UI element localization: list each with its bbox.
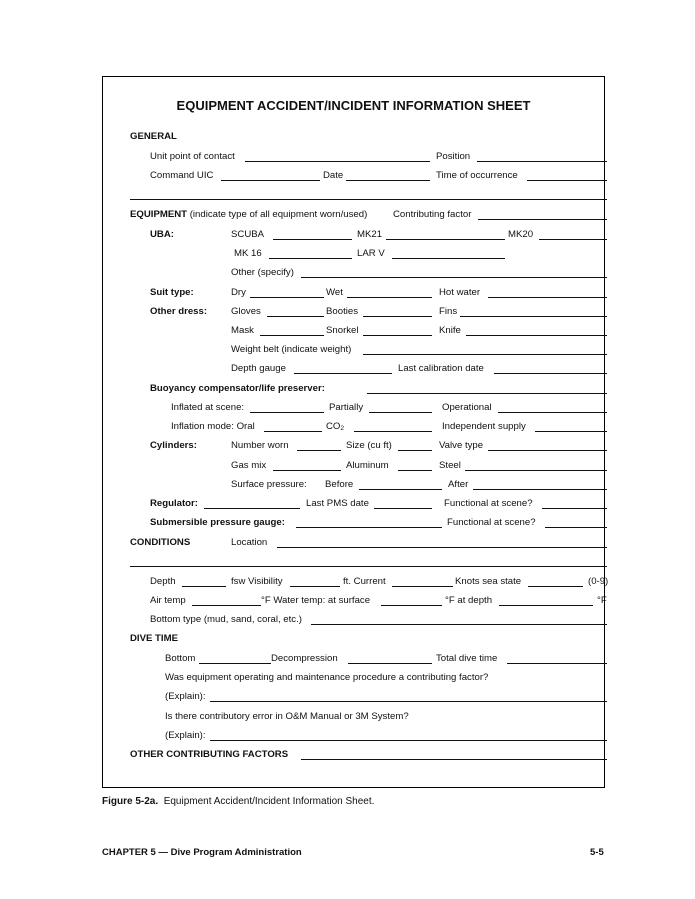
after-label: After — [448, 479, 469, 490]
size-label: Size (cu ft) — [346, 440, 392, 451]
last-calibration-field[interactable] — [494, 373, 607, 374]
snorkel-field[interactable] — [363, 335, 432, 336]
date-label: Date — [323, 170, 344, 181]
suit-type-label: Suit type: — [150, 287, 194, 298]
mask-field[interactable] — [260, 335, 324, 336]
steel-field[interactable] — [465, 470, 607, 471]
after-field[interactable] — [473, 489, 607, 490]
booties-label: Booties — [326, 306, 358, 317]
water-temp-surface-field[interactable] — [381, 605, 442, 606]
weight-belt-label: Weight belt (indicate weight) — [231, 344, 352, 355]
form-title: EQUIPMENT ACCIDENT/INCIDENT INFORMATION SHEET — [176, 98, 531, 113]
command-uic-label: Command UIC — [150, 170, 214, 181]
conditions-heading: CONDITIONS — [130, 537, 191, 548]
other-factors-heading: OTHER CONTRIBUTING FACTORS — [130, 749, 289, 760]
question-1: Was equipment operating and maintenance procedure a contributing factor? — [165, 672, 489, 683]
buoyancy-field[interactable] — [367, 393, 607, 394]
equipment-heading-row — [130, 209, 367, 221]
contributing-factor-label: Contributing factor — [393, 209, 472, 220]
depth-field[interactable] — [182, 586, 226, 587]
fins-field[interactable] — [460, 316, 607, 317]
depth-gauge-field[interactable] — [294, 373, 392, 374]
wet-field[interactable] — [347, 297, 432, 298]
mk16-field[interactable] — [269, 258, 352, 259]
general-heading: GENERAL — [130, 131, 177, 142]
aluminum-field[interactable] — [398, 470, 432, 471]
knots-sea-state-label: Knots sea state — [455, 576, 522, 587]
bottom-time-field[interactable] — [199, 663, 271, 664]
conditions-extra-line[interactable] — [130, 566, 607, 567]
hot-water-field[interactable] — [488, 297, 607, 298]
partially-field[interactable] — [369, 412, 432, 413]
knife-field[interactable] — [466, 335, 607, 336]
command-uic-field[interactable] — [221, 180, 320, 181]
mk21-label: MK21 — [357, 229, 383, 240]
valve-type-field[interactable] — [488, 450, 607, 451]
size-field[interactable] — [398, 450, 432, 451]
bottom-type-label: Bottom type (mud, sand, coral, etc.) — [150, 614, 302, 625]
knife-label: Knife — [439, 325, 461, 336]
dry-label: Dry — [231, 287, 246, 298]
deg-f-label: °F — [597, 595, 607, 606]
footer-page-number: 5-5 — [590, 847, 604, 858]
caption-label: Figure 5-2a. — [102, 796, 159, 807]
mk20-field[interactable] — [539, 239, 607, 240]
regulator-field[interactable] — [204, 508, 300, 509]
valve-type-label: Valve type — [439, 440, 484, 451]
co2-subscript: 2 — [340, 425, 345, 432]
number-worn-label: Number worn — [231, 440, 289, 451]
visibility-field[interactable] — [290, 586, 340, 587]
last-calibration-label: Last calibration date — [398, 363, 484, 374]
total-dive-time-field[interactable] — [507, 663, 607, 664]
gloves-field[interactable] — [267, 316, 324, 317]
unit-point-field[interactable] — [245, 161, 430, 162]
air-temp-label: Air temp — [150, 595, 186, 606]
caption-text: Equipment Accident/Incident Information Sheet. — [163, 796, 375, 807]
before-label: Before — [325, 479, 354, 490]
sea-state-scale: (0-9) — [588, 576, 609, 587]
inflated-at-scene-label: Inflated at scene: — [171, 402, 245, 413]
co2-text: CO — [326, 421, 341, 432]
time-of-occurrence-label: Time of occurrence — [436, 170, 518, 181]
other-specify-field[interactable] — [301, 277, 607, 278]
location-field[interactable] — [277, 547, 607, 548]
inflated-at-scene-field[interactable] — [250, 412, 324, 413]
scuba-field[interactable] — [273, 239, 352, 240]
independent-supply-field[interactable] — [535, 431, 607, 432]
surface-pressure-label: Surface pressure: — [231, 479, 307, 490]
date-field[interactable] — [346, 180, 430, 181]
dive-time-heading: DIVE TIME — [130, 633, 178, 644]
operational-label: Operational — [442, 402, 492, 413]
total-dive-time-label: Total dive time — [436, 653, 498, 664]
uba-label: UBA: — [150, 229, 174, 240]
decompression-field[interactable] — [348, 663, 432, 664]
explain-1-field[interactable] — [210, 701, 607, 702]
functional-at-scene-1-label: Functional at scene? — [444, 498, 533, 509]
last-pms-label: Last PMS date — [306, 498, 369, 509]
larv-field[interactable] — [392, 258, 505, 259]
unit-point-label: Unit point of contact — [150, 151, 235, 162]
time-of-occurrence-field[interactable] — [527, 180, 607, 181]
regulator-label: Regulator: — [150, 498, 198, 509]
other-factors-field[interactable] — [301, 759, 607, 760]
number-worn-field[interactable] — [297, 450, 341, 451]
spg-label: Submersible pressure gauge: — [150, 517, 285, 528]
contributing-factor-field[interactable] — [478, 219, 607, 220]
gas-mix-field[interactable] — [273, 470, 341, 471]
explain-2-label: (Explain): — [165, 730, 206, 741]
aluminum-label: Aluminum — [346, 460, 389, 471]
air-temp-field[interactable] — [192, 605, 261, 606]
fins-label: Fins — [439, 306, 458, 317]
booties-field[interactable] — [363, 316, 432, 317]
operational-field[interactable] — [498, 412, 607, 413]
mask-label: Mask — [231, 325, 254, 336]
inflation-oral-field[interactable] — [264, 431, 322, 432]
explain-2-field[interactable] — [210, 740, 607, 741]
depth-label: Depth — [150, 576, 176, 587]
fsw-visibility-label: fsw Visibility — [231, 576, 283, 587]
decompression-label: Decompression — [271, 653, 338, 664]
other-specify-label: Other (specify) — [231, 267, 294, 278]
cylinders-label: Cylinders: — [150, 440, 197, 451]
sea-state-field[interactable] — [528, 586, 583, 587]
co2-field[interactable] — [354, 431, 432, 432]
co2-label — [326, 421, 344, 435]
larv-label: LAR V — [357, 248, 385, 259]
functional-at-scene-2-label: Functional at scene? — [447, 517, 536, 528]
functional-at-scene-2-field[interactable] — [545, 527, 607, 528]
mk21-field[interactable] — [386, 239, 505, 240]
bottom-label: Bottom — [165, 653, 196, 664]
position-label: Position — [436, 151, 471, 162]
equipment-note: (indicate type of all equipment worn/used) — [189, 209, 368, 220]
position-field[interactable] — [477, 161, 607, 162]
question-2: Is there contributory error in O&M Manual or 3M System? — [165, 711, 409, 722]
explain-1-label: (Explain): — [165, 691, 206, 702]
steel-label: Steel — [439, 460, 461, 471]
gas-mix-label: Gas mix — [231, 460, 267, 471]
dry-field[interactable] — [250, 297, 324, 298]
current-field[interactable] — [392, 586, 453, 587]
at-depth-label: °F at depth — [445, 595, 493, 606]
inflation-mode-label: Inflation mode: Oral — [171, 421, 255, 432]
figure-caption — [102, 796, 374, 808]
functional-at-scene-1-field[interactable] — [542, 508, 607, 509]
buoyancy-label: Buoyancy compensator/life preserver: — [150, 383, 325, 394]
weight-belt-field[interactable] — [363, 354, 607, 355]
mk20-label: MK20 — [508, 229, 534, 240]
hot-water-label: Hot water — [439, 287, 481, 298]
equipment-heading: EQUIPMENT — [130, 209, 188, 220]
water-temp-label: °F Water temp: at surface — [261, 595, 371, 606]
last-pms-field[interactable] — [374, 508, 432, 509]
water-temp-depth-field[interactable] — [499, 605, 593, 606]
independent-supply-label: Independent supply — [442, 421, 526, 432]
ft-current-label: ft. Current — [343, 576, 386, 587]
wet-label: Wet — [326, 287, 343, 298]
before-field[interactable] — [359, 489, 442, 490]
snorkel-label: Snorkel — [326, 325, 359, 336]
footer-chapter: CHAPTER 5 — Dive Program Administration — [102, 847, 302, 858]
spg-field[interactable] — [296, 527, 442, 528]
general-extra-line[interactable] — [130, 199, 607, 200]
scuba-label: SCUBA — [231, 229, 265, 240]
bottom-type-field[interactable] — [311, 624, 607, 625]
partially-label: Partially — [329, 402, 364, 413]
gloves-label: Gloves — [231, 306, 261, 317]
other-dress-label: Other dress: — [150, 306, 208, 317]
depth-gauge-label: Depth gauge — [231, 363, 286, 374]
location-label: Location — [231, 537, 268, 548]
mk16-label: MK 16 — [234, 248, 262, 259]
